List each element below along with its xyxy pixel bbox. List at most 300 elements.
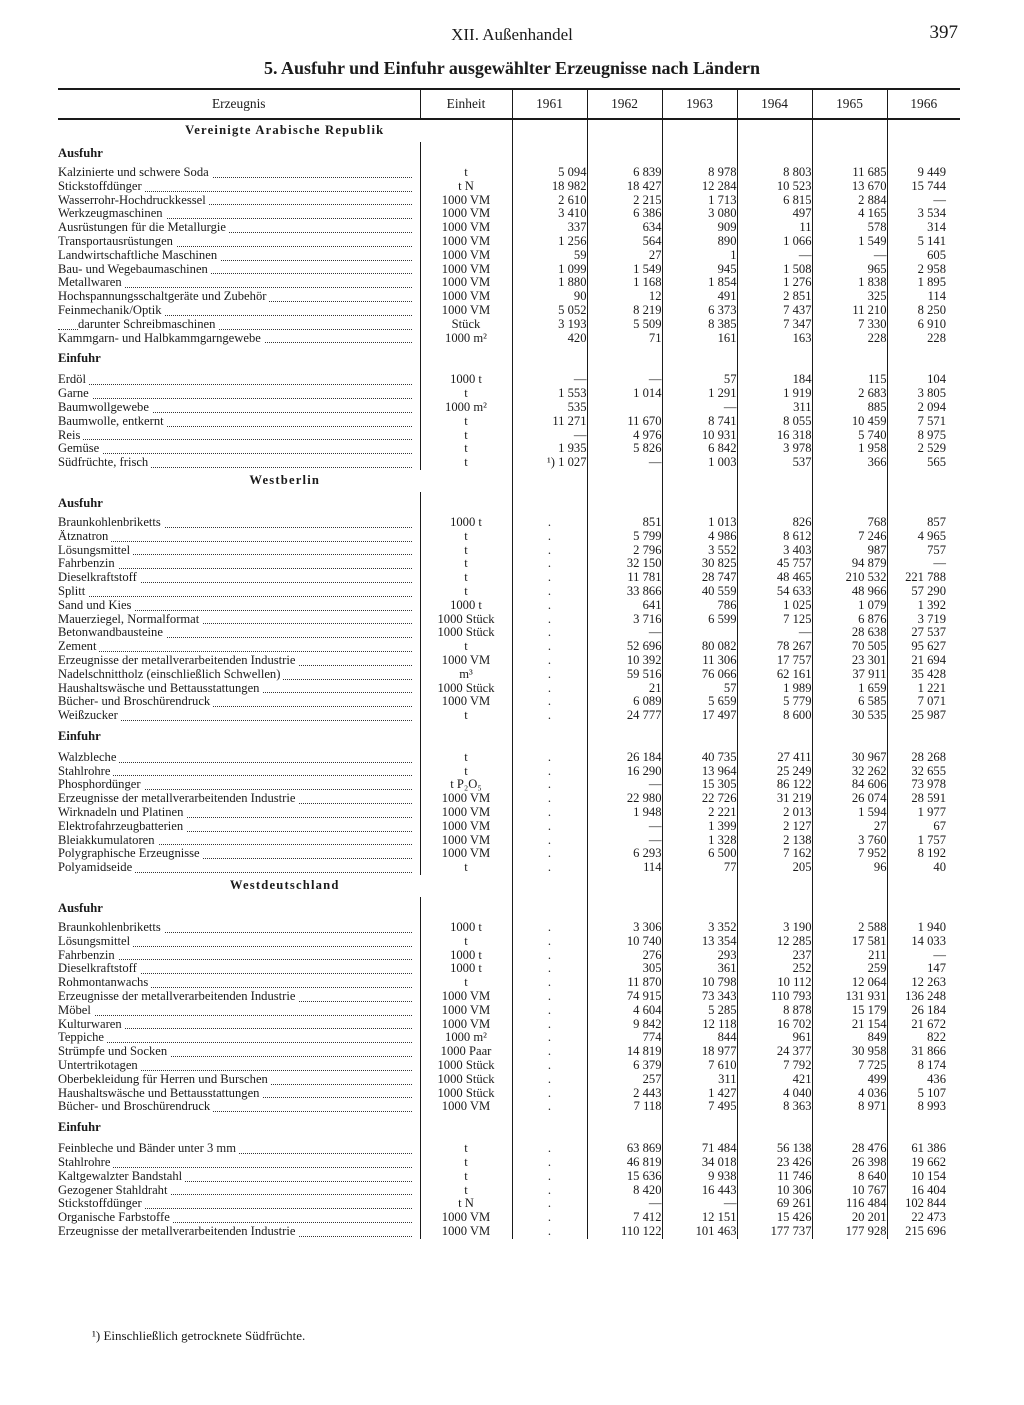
value-cell: . — [512, 806, 587, 820]
region-spacer — [512, 470, 587, 492]
product-cell — [58, 682, 420, 696]
value-cell: 497 — [737, 207, 812, 221]
table-row — [58, 1100, 960, 1114]
group-spacer — [812, 345, 887, 373]
value-cell: 1 003 — [662, 456, 737, 470]
value-cell: — — [812, 249, 887, 263]
product-name: Bücher- und Broschürendruck — [58, 695, 213, 708]
product-leader — [58, 290, 420, 304]
product-name: Südfrüchte, frisch — [58, 456, 151, 469]
unit-cell: 1000 Stück — [420, 1073, 512, 1087]
product-name: Bücher- und Broschürendruck — [58, 1100, 213, 1113]
value-cell: 11 670 — [587, 415, 662, 429]
table-row — [58, 949, 960, 963]
table-row — [58, 544, 960, 558]
value-cell: . — [512, 1031, 587, 1045]
unit-cell: 1000 t — [420, 516, 512, 530]
group-spacer — [512, 897, 587, 921]
product-cell — [58, 304, 420, 318]
unit-cell: t — [420, 1170, 512, 1184]
value-cell: 17 581 — [812, 935, 887, 949]
value-cell: . — [512, 1197, 587, 1211]
value-cell: 1 713 — [662, 194, 737, 208]
product-leader — [58, 990, 420, 1004]
value-cell: 421 — [737, 1073, 812, 1087]
value-cell: 3 978 — [737, 442, 812, 456]
value-cell: . — [512, 682, 587, 696]
value-cell: 228 — [812, 332, 887, 346]
unit-cell: 1000 VM — [420, 695, 512, 709]
product-cell — [58, 235, 420, 249]
product-leader — [58, 847, 420, 861]
region-spacer — [587, 470, 662, 492]
value-cell: 32 655 — [887, 765, 960, 779]
value-cell: 10 931 — [662, 429, 737, 443]
value-cell: 26 398 — [812, 1156, 887, 1170]
value-cell: 5 740 — [812, 429, 887, 443]
table-row — [58, 401, 960, 415]
value-cell: . — [512, 792, 587, 806]
product-leader — [58, 1142, 420, 1156]
group-spacer — [737, 492, 812, 516]
value-cell: 6 379 — [587, 1059, 662, 1073]
value-cell: 136 248 — [887, 990, 960, 1004]
value-cell: 12 284 — [662, 180, 737, 194]
value-cell: 1 977 — [887, 806, 960, 820]
unit-cell: t N — [420, 1197, 512, 1211]
product-leader — [58, 571, 420, 585]
value-cell: 1 757 — [887, 834, 960, 848]
value-cell — [587, 401, 662, 415]
product-cell — [58, 976, 420, 990]
product-cell — [58, 990, 420, 1004]
product-cell — [58, 318, 420, 332]
product-leader — [58, 557, 420, 571]
value-cell: 25 249 — [737, 765, 812, 779]
product-leader — [58, 415, 420, 429]
value-cell: 21 672 — [887, 1018, 960, 1032]
value-cell: 11 870 — [587, 976, 662, 990]
table-row — [58, 976, 960, 990]
value-cell: 6 089 — [587, 695, 662, 709]
unit-cell: 1000 VM — [420, 194, 512, 208]
product-name: Werkzeugmaschinen — [58, 207, 166, 220]
value-cell: 210 532 — [812, 571, 887, 585]
table-row — [58, 263, 960, 277]
value-cell: . — [512, 557, 587, 571]
table-row — [58, 1197, 960, 1211]
value-cell: 6 839 — [587, 166, 662, 180]
group-spacer — [512, 142, 587, 166]
value-cell: 9 938 — [662, 1170, 737, 1184]
unit-cell: 1000 Stück — [420, 626, 512, 640]
unit-cell: 1000 VM — [420, 1211, 512, 1225]
value-cell: 73 343 — [662, 990, 737, 1004]
table-row — [58, 571, 960, 585]
value-cell: 15 305 — [662, 778, 737, 792]
value-cell: 74 915 — [587, 990, 662, 1004]
group-row — [58, 492, 960, 516]
value-cell: 10 392 — [587, 654, 662, 668]
region-spacer — [587, 119, 662, 142]
group-spacer — [737, 345, 812, 373]
value-cell: 1 276 — [737, 276, 812, 290]
column-header-erzeugnis: Erzeugnis — [58, 89, 420, 119]
value-cell: 6 876 — [812, 613, 887, 627]
group-spacer — [662, 345, 737, 373]
product-name: Möbel — [58, 1004, 94, 1017]
product-name: Splitt — [58, 585, 88, 598]
product-leader — [58, 1059, 420, 1073]
product-leader — [58, 654, 420, 668]
product-cell — [58, 847, 420, 861]
product-cell — [58, 263, 420, 277]
value-cell: 28 476 — [812, 1142, 887, 1156]
table-row — [58, 1073, 960, 1087]
product-cell — [58, 1018, 420, 1032]
value-cell: 28 591 — [887, 792, 960, 806]
value-cell: 8 803 — [737, 166, 812, 180]
value-cell: . — [512, 709, 587, 723]
unit-cell: t — [420, 530, 512, 544]
group-row — [58, 1114, 960, 1142]
value-cell: 3 805 — [887, 387, 960, 401]
value-cell: 366 — [812, 456, 887, 470]
value-cell: 8 741 — [662, 415, 737, 429]
region-spacer — [587, 875, 662, 897]
table-title: 5. Ausfuhr und Einfuhr ausgewählter Erzeugnisse nach Ländern — [263, 58, 761, 78]
region-name: Vereinigte Arabische Republik — [185, 123, 385, 138]
value-cell: 1 919 — [737, 387, 812, 401]
value-cell: . — [512, 847, 587, 861]
value-cell: 634 — [587, 221, 662, 235]
value-cell: ¹) 1 027 — [512, 456, 587, 470]
product-name: Oberbekleidung für Herren und Burschen — [58, 1073, 271, 1086]
value-cell: 1 880 — [512, 276, 587, 290]
value-cell: 211 — [812, 949, 887, 963]
value-cell: 1 256 — [512, 235, 587, 249]
value-cell: . — [512, 1170, 587, 1184]
value-cell: 37 911 — [812, 668, 887, 682]
value-cell: 22 726 — [662, 792, 737, 806]
product-leader — [58, 235, 420, 249]
product-name: Elektrofahrzeugbatterien — [58, 820, 186, 833]
value-cell: 13 354 — [662, 935, 737, 949]
value-cell: 3 716 — [587, 613, 662, 627]
product-leader — [58, 387, 420, 401]
value-cell: 61 386 — [887, 1142, 960, 1156]
value-cell: 757 — [887, 544, 960, 558]
value-cell: 8 978 — [662, 166, 737, 180]
value-cell: 147 — [887, 962, 960, 976]
value-cell: 17 757 — [737, 654, 812, 668]
unit-cell: 1000 VM — [420, 654, 512, 668]
product-leader — [58, 544, 420, 558]
value-cell: 215 696 — [887, 1225, 960, 1239]
group-label: Einfuhr — [58, 728, 101, 743]
table-row — [58, 806, 960, 820]
value-cell: 1 594 — [812, 806, 887, 820]
value-cell: — — [512, 373, 587, 387]
table-row — [58, 792, 960, 806]
value-cell: 1 066 — [737, 235, 812, 249]
product-name: Mauerziegel, Normalformat — [58, 613, 202, 626]
trade-table — [58, 88, 960, 1239]
value-cell: 7 162 — [737, 847, 812, 861]
product-leader — [58, 442, 420, 456]
value-cell: 3 534 — [887, 207, 960, 221]
product-name: Feinmechanik/Optik — [58, 304, 165, 317]
value-cell: 18 982 — [512, 180, 587, 194]
value-cell: 27 411 — [737, 751, 812, 765]
product-name: darunter Schreibmaschinen — [78, 318, 218, 331]
value-cell: 31 219 — [737, 792, 812, 806]
unit-cell: 1000 VM — [420, 847, 512, 861]
value-cell: 578 — [812, 221, 887, 235]
product-cell — [58, 806, 420, 820]
unit-cell: 1000 VM — [420, 249, 512, 263]
product-leader — [58, 709, 420, 723]
product-name: Sand und Kies — [58, 599, 134, 612]
value-cell: 6 585 — [812, 695, 887, 709]
value-cell: 11 746 — [737, 1170, 812, 1184]
dot-leader — [58, 596, 412, 597]
value-cell: 11 685 — [812, 166, 887, 180]
table-row — [58, 640, 960, 654]
value-cell: 605 — [887, 249, 960, 263]
value-cell: 1 508 — [737, 263, 812, 277]
unit-cell: 1000 Stück — [420, 1059, 512, 1073]
value-cell: 3 352 — [662, 921, 737, 935]
chapter-heading: XII. Außenhandel — [451, 25, 573, 44]
value-cell: . — [512, 1004, 587, 1018]
value-cell: 3 306 — [587, 921, 662, 935]
product-cell — [58, 194, 420, 208]
product-cell — [58, 544, 420, 558]
value-cell: 86 122 — [737, 778, 812, 792]
product-leader — [58, 207, 420, 221]
value-cell: 54 633 — [737, 585, 812, 599]
group-spacer — [420, 1114, 512, 1142]
value-cell: 7 246 — [812, 530, 887, 544]
product-leader — [58, 1211, 420, 1225]
unit-cell: 1000 t — [420, 921, 512, 935]
unit-cell: t — [420, 1142, 512, 1156]
product-cell — [58, 1156, 420, 1170]
value-cell: 71 — [587, 332, 662, 346]
value-cell: — — [587, 373, 662, 387]
value-cell: 7 071 — [887, 695, 960, 709]
value-cell: 2 127 — [737, 820, 812, 834]
value-cell: 12 — [587, 290, 662, 304]
table-row — [58, 613, 960, 627]
product-leader — [58, 1004, 420, 1018]
product-name: Fahrbenzin — [58, 557, 118, 570]
unit-cell: t — [420, 442, 512, 456]
table-row — [58, 990, 960, 1004]
value-cell: 57 — [662, 373, 737, 387]
table-row — [58, 820, 960, 834]
value-cell: 10 767 — [812, 1184, 887, 1198]
value-cell: 31 866 — [887, 1045, 960, 1059]
value-cell: 6 373 — [662, 304, 737, 318]
product-name: Dieselkraftstoff — [58, 962, 140, 975]
value-cell: 2 013 — [737, 806, 812, 820]
table-row — [58, 429, 960, 443]
product-cell — [58, 249, 420, 263]
value-cell: 27 537 — [887, 626, 960, 640]
value-cell: . — [512, 1087, 587, 1101]
group-label: Einfuhr — [58, 351, 101, 366]
table-row — [58, 682, 960, 696]
value-cell: 57 — [662, 682, 737, 696]
product-leader — [58, 332, 420, 346]
value-cell: 4 036 — [812, 1087, 887, 1101]
unit-cell: 1000 m² — [420, 332, 512, 346]
region-row — [58, 875, 960, 897]
product-name: Transportausrüstungen — [58, 235, 176, 248]
value-cell: 7 952 — [812, 847, 887, 861]
unit-cell: t — [420, 571, 512, 585]
value-cell: . — [512, 626, 587, 640]
value-cell: . — [512, 613, 587, 627]
group-spacer — [662, 142, 737, 166]
unit-cell: 1000 VM — [420, 235, 512, 249]
unit-cell: 1000 VM — [420, 304, 512, 318]
unit-cell: t — [420, 166, 512, 180]
value-cell: 257 — [587, 1073, 662, 1087]
value-cell: 22 980 — [587, 792, 662, 806]
product-cell — [58, 571, 420, 585]
unit-cell: 1000 VM — [420, 1225, 512, 1239]
product-leader — [58, 456, 420, 470]
value-cell: 12 263 — [887, 976, 960, 990]
product-leader — [58, 585, 420, 599]
group-spacer — [812, 492, 887, 516]
product-name: Metallwaren — [58, 276, 125, 289]
product-cell — [58, 456, 420, 470]
value-cell: 5 779 — [737, 695, 812, 709]
value-cell: 11 781 — [587, 571, 662, 585]
product-name: Kammgarn- und Halbkammgarngewebe — [58, 332, 264, 345]
value-cell: 1 948 — [587, 806, 662, 820]
product-name: Polyamidseide — [58, 861, 135, 874]
value-cell: 1 659 — [812, 682, 887, 696]
table-row — [58, 235, 960, 249]
value-cell: — — [887, 949, 960, 963]
unit-cell: t — [420, 1184, 512, 1198]
product-name: Hochspannungsschaltgeräte und Zubehör — [58, 290, 269, 303]
value-cell: 205 — [737, 861, 812, 875]
dot-leader — [58, 651, 412, 652]
value-cell: 95 627 — [887, 640, 960, 654]
value-cell: 78 267 — [737, 640, 812, 654]
value-cell: 3 403 — [737, 544, 812, 558]
table-row — [58, 207, 960, 221]
value-cell: 131 931 — [812, 990, 887, 1004]
unit-cell: t — [420, 456, 512, 470]
group-spacer — [887, 723, 960, 751]
table-row — [58, 442, 960, 456]
unit-cell: 1000 VM — [420, 276, 512, 290]
value-cell: 1 854 — [662, 276, 737, 290]
value-cell: 48 966 — [812, 585, 887, 599]
region-spacer — [737, 875, 812, 897]
value-cell: 4 986 — [662, 530, 737, 544]
table-row — [58, 530, 960, 544]
value-cell: . — [512, 1073, 587, 1087]
region-name: Westdeutschland — [229, 878, 340, 893]
group-spacer — [587, 1114, 662, 1142]
product-leader — [58, 1045, 420, 1059]
product-cell — [58, 221, 420, 235]
value-cell: 21 694 — [887, 654, 960, 668]
value-cell: — — [887, 557, 960, 571]
value-cell: — — [587, 820, 662, 834]
product-leader — [58, 626, 420, 640]
product-leader — [58, 1018, 420, 1032]
group-spacer — [737, 1114, 812, 1142]
value-cell: 24 777 — [587, 709, 662, 723]
value-cell: . — [512, 654, 587, 668]
value-cell: 420 — [512, 332, 587, 346]
page-number: 397 — [929, 22, 958, 43]
unit-cell: t P₂O₅ — [420, 778, 512, 792]
product-cell — [58, 709, 420, 723]
product-cell — [58, 921, 420, 935]
value-cell: 59 — [512, 249, 587, 263]
value-cell: 16 290 — [587, 765, 662, 779]
table-row — [58, 1031, 960, 1045]
product-cell — [58, 668, 420, 682]
value-cell: — — [512, 429, 587, 443]
value-cell: 30 958 — [812, 1045, 887, 1059]
value-cell: 1 940 — [887, 921, 960, 935]
table-row — [58, 751, 960, 765]
unit-cell: t — [420, 1156, 512, 1170]
value-cell: 305 — [587, 962, 662, 976]
product-cell — [58, 1184, 420, 1198]
value-cell: 28 638 — [812, 626, 887, 640]
product-leader — [58, 599, 420, 613]
value-cell: 114 — [587, 861, 662, 875]
table-row — [58, 318, 960, 332]
value-cell: 2 683 — [812, 387, 887, 401]
value-cell: 2 796 — [587, 544, 662, 558]
product-cell — [58, 276, 420, 290]
value-cell: 6 386 — [587, 207, 662, 221]
group-spacer — [887, 345, 960, 373]
product-cell — [58, 516, 420, 530]
product-leader — [58, 765, 420, 779]
value-cell: 10 798 — [662, 976, 737, 990]
value-cell: . — [512, 599, 587, 613]
unit-cell: 1000 VM — [420, 290, 512, 304]
value-cell: 851 — [587, 516, 662, 530]
group-spacer — [662, 1114, 737, 1142]
value-cell: 30 825 — [662, 557, 737, 571]
value-cell: 8 174 — [887, 1059, 960, 1073]
group-spacer — [737, 897, 812, 921]
value-cell: 26 074 — [812, 792, 887, 806]
table-row — [58, 778, 960, 792]
value-cell: 177 737 — [737, 1225, 812, 1239]
value-cell: 7 118 — [587, 1100, 662, 1114]
value-cell: 7 125 — [737, 613, 812, 627]
value-cell: 69 261 — [737, 1197, 812, 1211]
value-cell: . — [512, 1045, 587, 1059]
value-cell: 15 744 — [887, 180, 960, 194]
